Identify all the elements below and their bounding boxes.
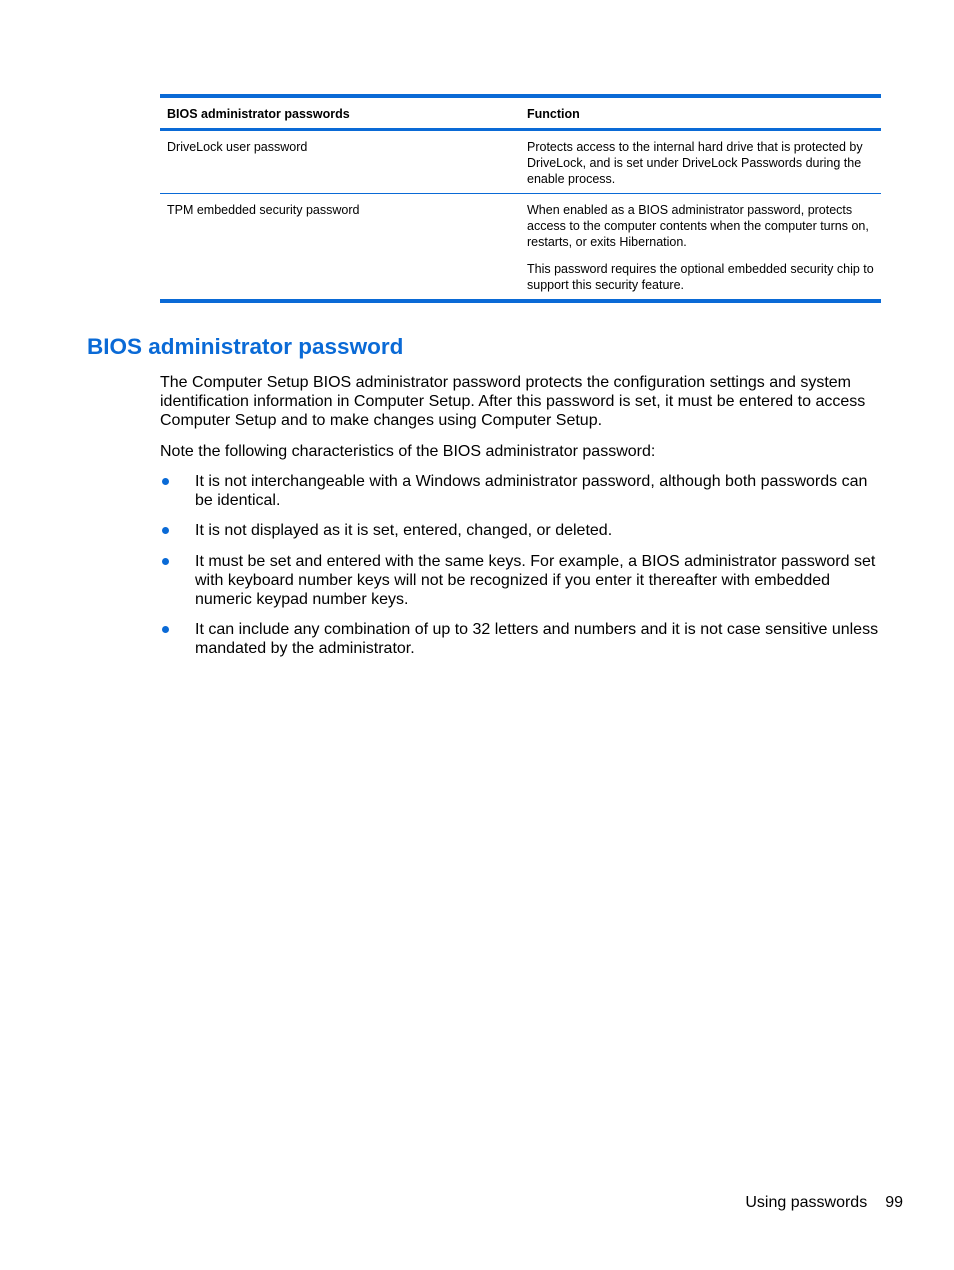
list-item <box>160 620 884 658</box>
table-cell-password-name: DriveLock user password <box>167 140 308 154</box>
table-cell-function <box>521 131 881 193</box>
characteristics-list <box>160 472 884 670</box>
note-paragraph: Note the following characteristics of the BIOS administrator password: <box>160 443 656 460</box>
table-header-row <box>160 98 881 131</box>
page-footer <box>745 1193 903 1212</box>
bullet-icon <box>162 558 169 565</box>
list-item-text: It is not interchangeable with a Windows administrator password, although both passwords can be identical. <box>195 473 868 510</box>
passwords-table <box>160 94 881 303</box>
list-item-text: It must be set and entered with the same keys. For example, a BIOS administrator password set with keyboard number keys will not be recognized if you enter it thereafter with embedded numeric keypad number keys. <box>195 552 876 609</box>
footer-chapter-title: Using passwords <box>745 1194 868 1211</box>
function-paragraph: When enabled as a BIOS administrator password, protects access to the computer contents when the computer turns on, restarts, or exits Hibernation. <box>527 203 869 249</box>
list-item-text: It can include any combination of up to 32 letters and numbers and it is not case sensitive unless mandated by the administrator. <box>195 621 879 658</box>
function-paragraph: This password requires the optional embedded security chip to support this security feature. <box>527 262 874 292</box>
table-header-passwords: BIOS administrator passwords <box>167 107 350 121</box>
function-paragraph: Protects access to the internal hard drive that is protected by DriveLock, and is set under DriveLock Passwords during the enable process. <box>527 140 863 186</box>
section-title: BIOS administrator password <box>87 334 404 359</box>
list-item <box>160 521 884 540</box>
list-item <box>160 552 884 610</box>
page-number: 99 <box>885 1194 903 1211</box>
table-row <box>160 194 881 299</box>
table-row <box>160 131 881 194</box>
table-header-function: Function <box>527 107 580 121</box>
list-item <box>160 472 884 510</box>
intro-paragraph: The Computer Setup BIOS administrator password protects the configuration settings and system identification information in Computer Setup. After this password is set, it must be entered to access Computer Setup and to make changes using Computer Setup. <box>160 374 866 430</box>
bullet-icon <box>162 527 169 534</box>
bullet-icon <box>162 478 169 485</box>
bullet-icon <box>162 626 169 633</box>
table-cell-function <box>521 194 881 299</box>
list-item-text: It is not displayed as it is set, entered, changed, or deleted. <box>195 522 613 540</box>
table-cell-password-name: TPM embedded security password <box>167 203 360 217</box>
